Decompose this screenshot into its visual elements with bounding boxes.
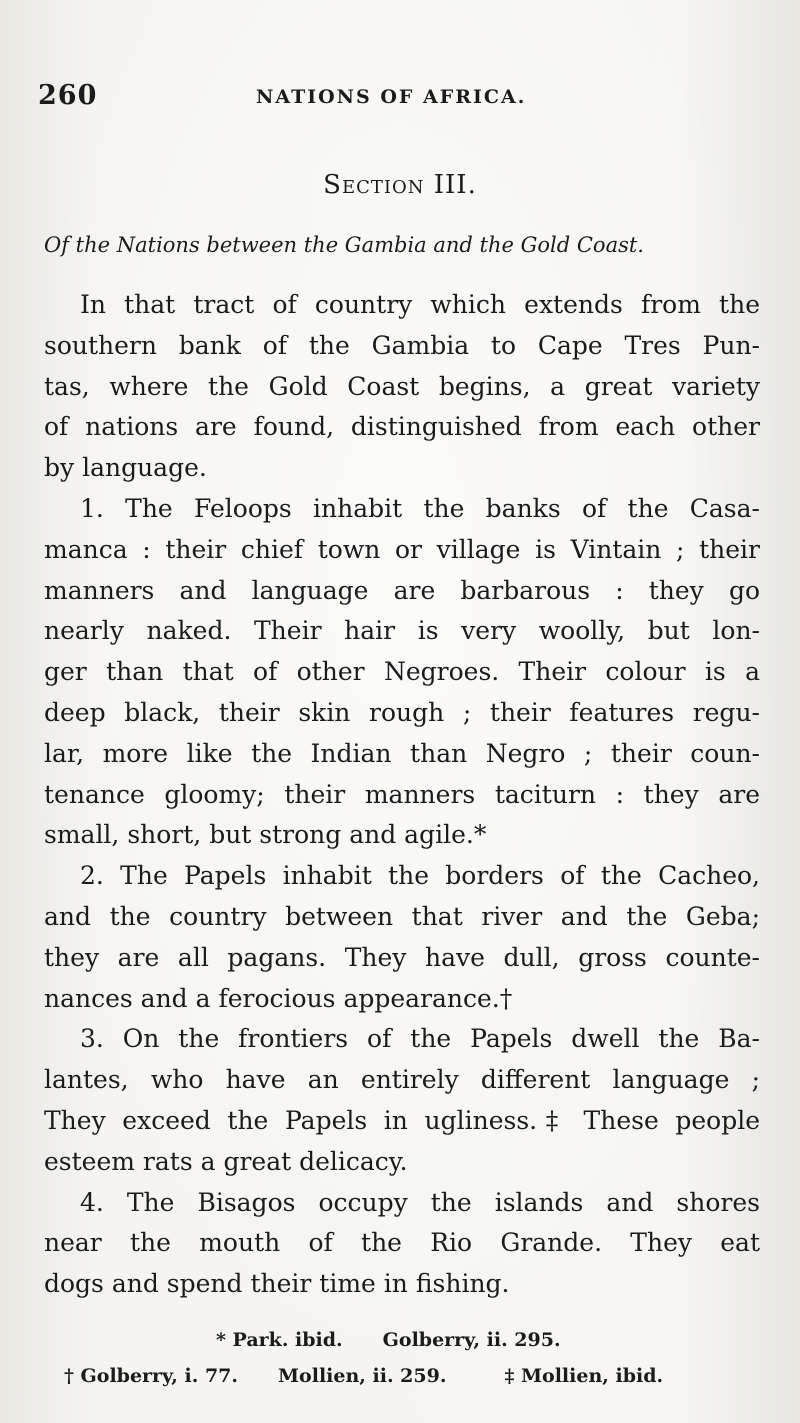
text-line: lantes, who have an entirely different language ; [44,1065,760,1095]
text-line: tenance gloomy; their manners taciturn : they are [44,779,760,809]
text-line: tas, where the Gold Coast begins, a great variety [44,371,760,401]
section-subtitle: Of the Nations between the Gambia and the Gold Coast. [44,233,644,257]
text-line: southern bank of the Gambia to Cape Tres Pun- [44,330,760,360]
running-head [38,80,768,120]
text-line: 1. The Feloops inhabit the banks of the Casa- [80,493,760,523]
body-text [44,285,760,1305]
text-line: manca : their chief town or village is Vintain ; their [44,534,760,564]
text-line: they are all pagans. They have dull, gross counte- [44,942,760,972]
text-line: 2. The Papels inhabit the borders of the Cacheo, [80,861,760,891]
text-line: 4. The Bisagos occupy the islands and shores [80,1187,760,1217]
footnote-mollien-259: Mollien, ii. 259. [278,1365,447,1387]
page-number: 260 [38,80,98,111]
running-title: NATIONS OF AFRICA. [256,86,527,108]
footnotes [44,1322,760,1394]
text-line: esteem rats a great delicacy. [44,1146,408,1176]
footnote-line-2 [44,1358,760,1394]
text-line: 3. On the frontiers of the Papels dwell the Ba- [80,1024,760,1054]
footnote-line-1 [44,1322,760,1358]
text-line: by language. [44,453,207,483]
text-line: They exceed the Papels in ugliness.‡ These people [44,1105,760,1135]
text-line: dogs and spend their time in fishing. [44,1269,510,1299]
text-line: of nations are found, distinguished from each other [44,412,760,442]
text-line: nances and a ferocious appearance.† [44,983,513,1013]
section-heading [0,170,800,200]
text-line: and the country between that river and the Geba; [44,901,760,931]
text-line: deep black, their skin rough ; their features regu- [44,697,760,727]
text-line: near the mouth of the Rio Grande. They eat [44,1228,760,1258]
text-line: manners and language are barbarous : they go [44,575,760,605]
text-line: ger than that of other Negroes. Their colour is a [44,657,760,687]
section-label: Section III. [323,170,477,200]
footnote-park: * Park. ibid. [216,1329,343,1351]
text-line: small, short, but strong and agile.* [44,820,487,850]
text-line: nearly naked. Their hair is very woolly, but lon- [44,616,760,646]
footnote-golberry-77: † Golberry, i. 77. [64,1365,239,1387]
text-line: In that tract of country which extends from the [80,290,760,319]
footnote-mollien-ibid: ‡ Mollien, ibid. [504,1365,664,1387]
footnote-golberry-295: Golberry, ii. 295. [382,1329,561,1351]
text-line: lar, more like the Indian than Negro ; their coun- [44,738,760,768]
